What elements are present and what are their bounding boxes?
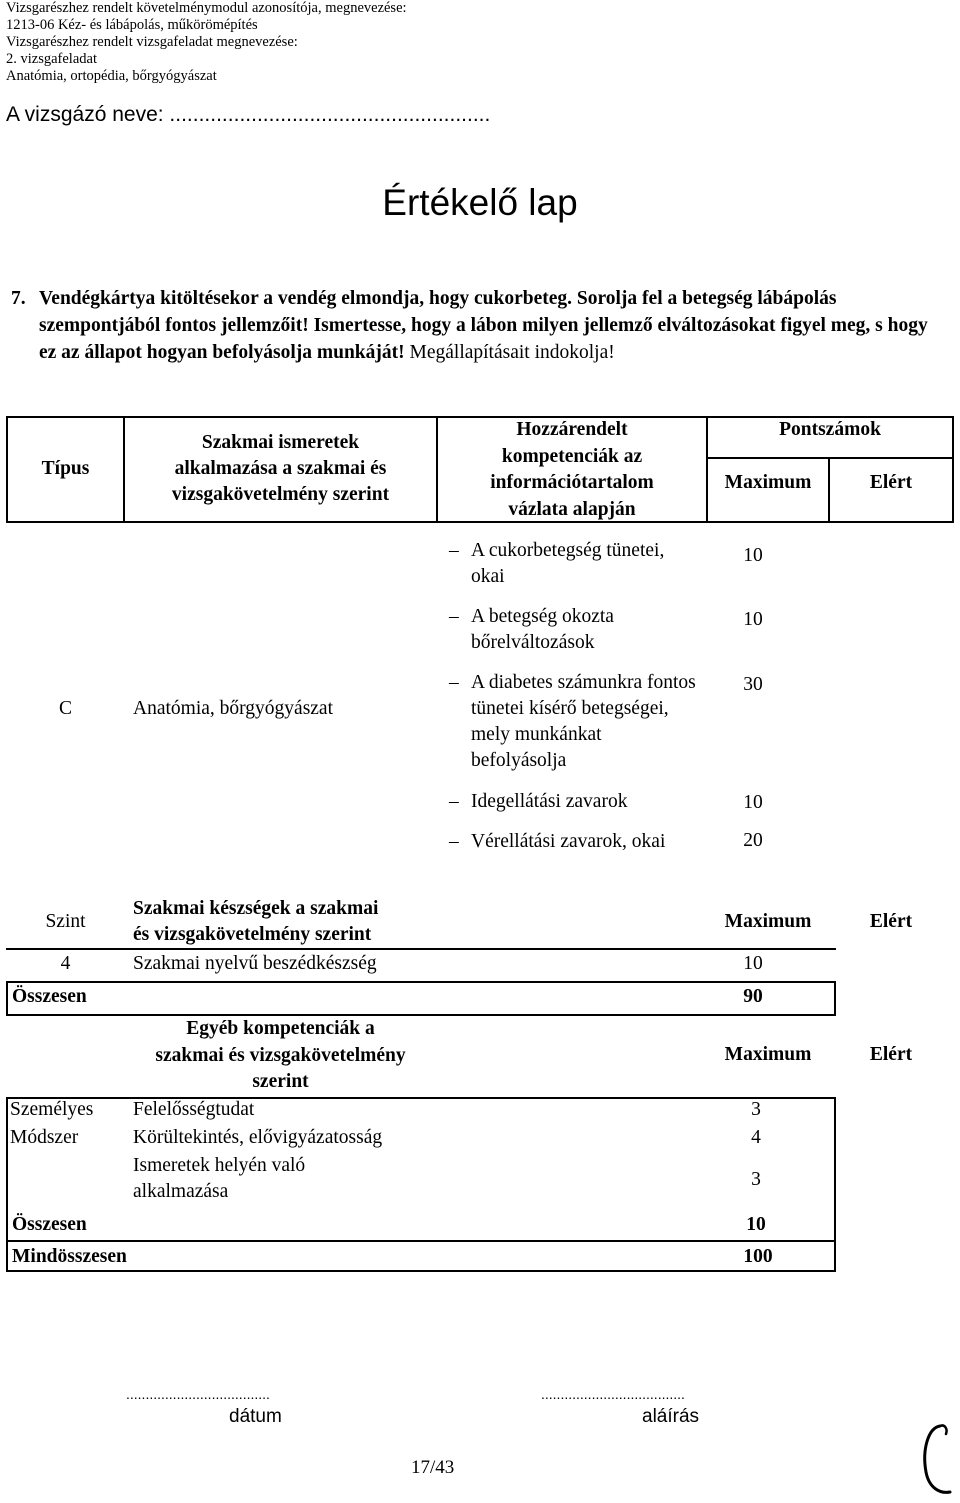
other-header-line: Egyéb kompetenciák a (186, 1018, 375, 1039)
task-text: Vendégkártya kitöltésekor a vendég elmondja, hogy cukorbeteg. Sorolja fel a betegség lábápolás szempontjából fontos jellemzőit! Ismertesse, hogy a lábon milyen jellemző elváltozásokat figyel meg, s hogy ez az állapot hogyan befolyásolja munkáját! (39, 288, 928, 363)
grand-total-max-score: 100 (743, 1246, 773, 1267)
skills-header-maximum: Maximum (724, 911, 812, 932)
skills-header-achieved: Elért (869, 911, 913, 932)
total-label: Összesen (12, 1214, 87, 1235)
col-header-line: vizsgakövetelmény szerint (171, 484, 390, 505)
item-max-score: 20 (743, 830, 763, 851)
col-header-type: Típus (41, 458, 90, 479)
table-rule (834, 981, 836, 1016)
col-header-line: alkalmazása a szakmai és (174, 458, 387, 479)
signature-dots: ..................................... (541, 1386, 685, 1402)
competency-text: A betegség okozta bőrelváltozások (471, 606, 614, 653)
grand-total-label: Mindösszesen (12, 1246, 127, 1267)
total-max-score: 10 (746, 1214, 766, 1235)
page-title: Értékelő lap (382, 182, 578, 223)
table-rule (6, 1270, 836, 1272)
other-header-achieved: Elért (869, 1044, 913, 1065)
col-header-level: Szint (45, 911, 86, 932)
skill-max-score: 10 (743, 953, 763, 974)
table-rule (6, 981, 836, 983)
table-rule (834, 1097, 836, 1272)
other-text: Felelősségtudat (133, 1099, 255, 1120)
other-text: Ismeretek helyén való alkalmazása (133, 1155, 306, 1202)
competency-text: A cukorbetegség tünetei, okai (471, 540, 665, 587)
col-header-line: vázlata alapján (508, 498, 636, 520)
table-rule (6, 1097, 8, 1272)
document-header (6, 0, 407, 85)
total-max-score: 90 (743, 986, 763, 1007)
col-header-competencies (438, 417, 706, 523)
other-header-line: szerint (252, 1071, 309, 1092)
other-text: Körültekintés, elővigyázatosság (133, 1127, 383, 1148)
topic-label: Anatómia, bőrgyógyászat (133, 698, 334, 719)
other-category: Módszer (10, 1127, 79, 1148)
other-header-title (125, 1016, 436, 1096)
table-rule (6, 948, 836, 950)
other-max-score: 3 (751, 1169, 761, 1190)
skill-level: 4 (60, 953, 71, 974)
task-number: 7. (11, 288, 26, 309)
col-header-line: Szakmai ismeretek (201, 432, 360, 453)
other-category: Személyes (10, 1099, 94, 1120)
other-max-score: 3 (751, 1099, 761, 1120)
header-line: 2. vizsgafeladat (6, 51, 97, 67)
competency-text: Vérellátási zavarok, okai (471, 831, 666, 852)
task-text-plain: Megállapításait indokolja! (404, 342, 615, 363)
header-line: Vizsgarészhez rendelt vizsgafeladat megnevezése: (6, 34, 298, 50)
col-header-knowledge (125, 430, 436, 508)
total-label: Összesen (12, 986, 87, 1007)
table-rule (706, 457, 954, 459)
item-max-score: 30 (743, 674, 763, 695)
skills-header-line: Szakmai készségek a szakmai (133, 898, 379, 919)
item-max-score: 10 (743, 545, 763, 566)
col-header-line: információtartalom (490, 472, 654, 493)
handwritten-signature (918, 1420, 958, 1500)
skills-header-line: és vizsgakövetelmény szerint (133, 924, 372, 945)
item-max-score: 10 (743, 792, 763, 813)
col-header-achieved: Elért (869, 472, 913, 493)
other-header-line: szakmai és vizsgakövetelmény (155, 1044, 406, 1066)
skills-header-title (133, 896, 378, 948)
table-rule (952, 416, 954, 522)
header-line: Anatómia, ortopédia, bőrgyógyászat (6, 68, 217, 84)
page-number: 17/43 (411, 1457, 455, 1478)
examinee-name-field: A vizsgázó neve: ....................................................... (6, 103, 491, 126)
header-line: 1213-06 Kéz- és lábápolás, műkörömépítés (6, 17, 258, 33)
competency-text: Idegellátási zavarok (471, 791, 628, 812)
col-header-line: Hozzárendelt (516, 419, 628, 440)
table-rule (6, 981, 8, 1016)
skill-text: Szakmai nyelvű beszédkészség (133, 953, 377, 974)
col-header-points: Pontszámok (779, 419, 881, 440)
table-rule (6, 1240, 836, 1242)
other-max-score: 4 (751, 1127, 761, 1148)
date-dots: ..................................... (126, 1386, 270, 1402)
type-value: C (58, 698, 72, 719)
task-description (11, 285, 941, 366)
signature-label: aláírás (642, 1406, 700, 1427)
col-header-line: kompetenciák az (501, 445, 643, 467)
other-header-maximum: Maximum (724, 1044, 812, 1065)
date-label: dátum (229, 1406, 282, 1427)
item-max-score: 10 (743, 609, 763, 630)
header-line: Vizsgarészhez rendelt követelménymodul azonosítója, megnevezése: (6, 0, 407, 16)
competency-text: A diabetes számunkra fontos tünetei kísérő betegségei, mely munkánkat befolyásolja (471, 672, 696, 771)
col-header-maximum: Maximum (724, 472, 812, 493)
